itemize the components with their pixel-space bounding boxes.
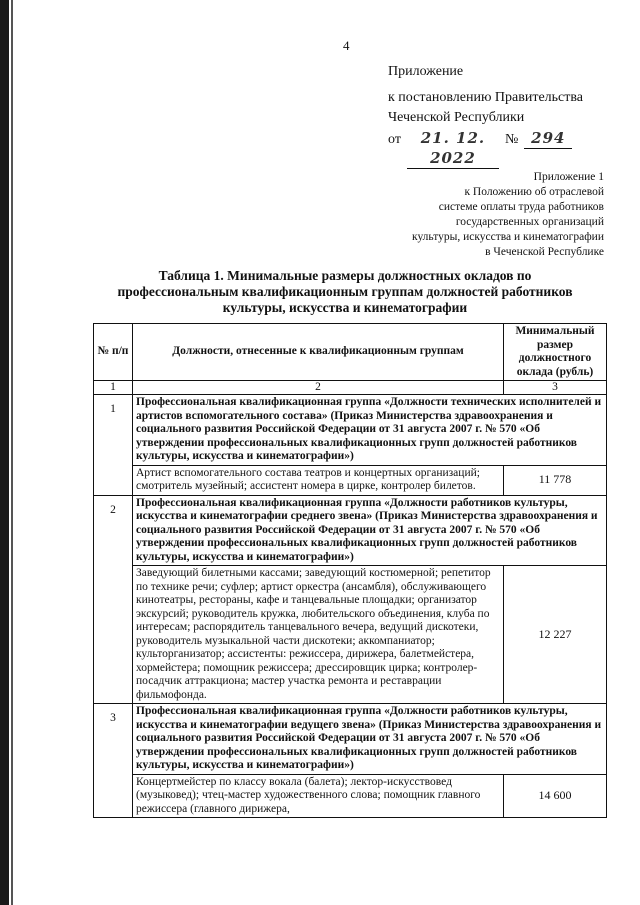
salary-cell: 11 778	[504, 465, 607, 495]
appendix-title: Приложение	[388, 64, 464, 79]
header-salary: Минимальный размер должностного оклада (рубль)	[504, 324, 607, 381]
table-row-group	[94, 704, 607, 775]
header-no: № п/п	[94, 324, 133, 381]
appendix-main-header	[388, 62, 583, 169]
group-description: Профессиональная квалификационная группа «Должности работников культуры, искусства и кинематографии среднего звена» (Приказ Министерства здравоохранения и социального развития Российской Федерации от 31 августа 2007 г. № 570 «Об утверждении профессиональных квалификационных групп должностей работников культуры, искусства и кинематографии»)	[133, 495, 607, 566]
appendix-1-line: культуры, искусства и кинематографии	[412, 231, 604, 243]
table-row	[94, 566, 607, 704]
row-number: 2	[94, 495, 133, 704]
page-number: 4	[343, 38, 350, 53]
row-number: 3	[94, 704, 133, 818]
group-description: Профессиональная квалификационная группа «Должности технических исполнителей и артистов вспомогательного состава» (Приказ Министерства здравоохранения и социального развития Российской Федерации от 31 августа 2007 г. № 570 «Об утверждении профессиональных квалификационных групп должностей работников культуры, искусства и кинематографии»)	[133, 395, 607, 466]
appendix-1-line: системе оплаты труда работников	[438, 201, 604, 213]
table-title: Таблица 1. Минимальные размеры должностных окладов по профессиональным квалификационным группам должностей работников культуры, искусства и кинематографии	[117, 268, 573, 315]
group-description: Профессиональная квалификационная группа «Должности работников культуры, искусства и кинематографии ведущего звена» (Приказ Министерства здравоохранения и социального развития Российской Федерации от 31 августа 2007 г. № 570 «Об утверждении профессиональных квалификационных групп должностей работников культуры, искусства и кинематографии»)	[133, 704, 607, 775]
table-row	[94, 774, 607, 818]
date-number-row	[388, 128, 583, 169]
row-number: 1	[94, 395, 133, 496]
table-row	[94, 465, 607, 495]
appendix-line-2: к постановлению Правительства	[388, 90, 584, 105]
appendix-1-line: к Положению об отраслевой	[464, 186, 604, 198]
table-row-group	[94, 495, 607, 566]
column-number: 2	[133, 381, 504, 395]
column-number: 1	[94, 381, 133, 395]
salary-table	[93, 323, 607, 818]
appendix-line-3: Чеченской Республики	[388, 110, 525, 125]
appendix-1-line: Приложение 1	[533, 171, 604, 183]
table-header-row	[94, 324, 607, 381]
binding-edge	[0, 0, 9, 905]
table-row-group	[94, 395, 607, 466]
handwritten-number: 294	[524, 128, 572, 149]
appendix-1-header	[344, 170, 604, 260]
header-positions: Должности, отнесенные к квалификационным группам	[133, 324, 504, 381]
positions-cell: Артист вспомогательного состава театров и концертных организаций; смотритель музейный; ассистент номера в цирке, контролер билетов.	[133, 465, 504, 495]
positions-cell: Заведующий билетными кассами; заведующий костюмерной; репетитор по технике речи; суфлер; артист оркестра (ансамбля), обслуживающего кинотеатры, рестораны, кафе и танцевальные площадки; организатор экскурсий; руководитель кружка, любительского объединения, клуба по интересам; распорядитель танцевального вечера, ведущий дискотеки, руководитель музыкальной части дискотеки; аккомпаниатор; культорганизатор; ассистенты: режиссера, дирижера, балетмейстера, хормейстера; помощник режиссера; дрессировщик цирка; контролер-посадчик аттракциона; мастер участка ремонта и реставрации фильмофонда.	[133, 566, 504, 704]
positions-cell: Концертмейстер по классу вокала (балета); лектор-искусствовед (музыковед); чтец-мастер художественного слова; помощник главного режиссера (главного дирижера,	[133, 774, 504, 818]
handwritten-date: 21. 12. 2022	[407, 128, 499, 169]
appendix-1-line: в Чеченской Республике	[485, 246, 604, 258]
number-prefix: №	[504, 132, 519, 147]
column-number: 3	[504, 381, 607, 395]
appendix-1-line: государственных организаций	[455, 216, 604, 228]
salary-cell: 12 227	[504, 566, 607, 704]
salary-cell: 14 600	[504, 774, 607, 818]
binding-edge-line	[11, 0, 13, 905]
date-prefix: от	[388, 132, 401, 147]
column-number-row	[94, 381, 607, 395]
